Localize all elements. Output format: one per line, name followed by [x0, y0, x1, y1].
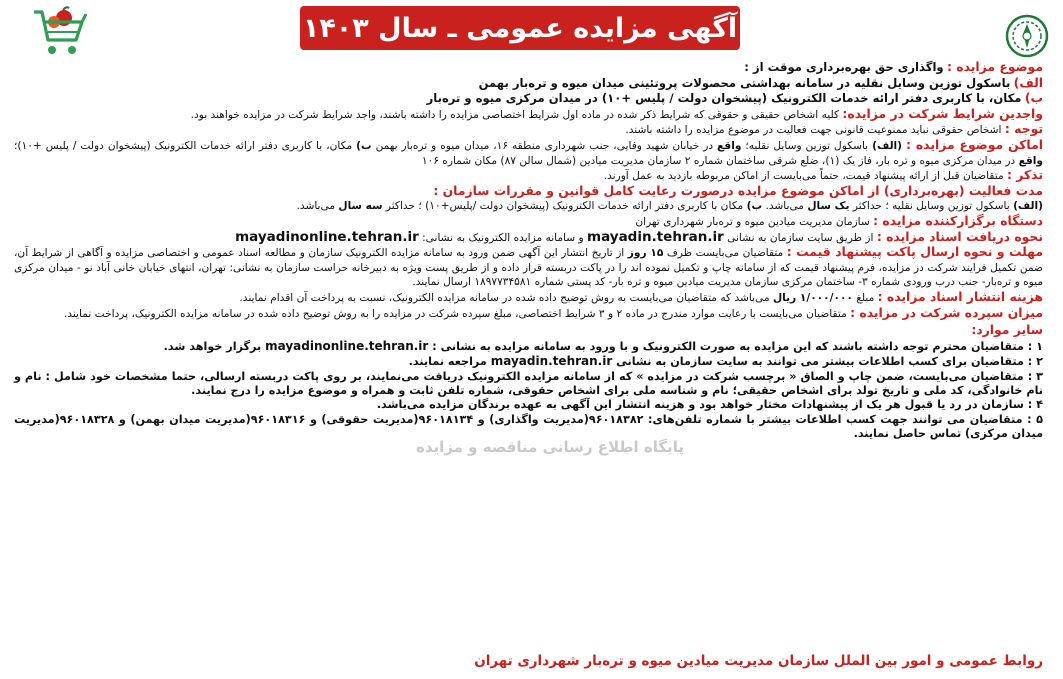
- duration-b-text: مکان با کاربری دفتر ارائه خدمات الکترونیک (پیشخوان دولت /پلیس+۱۰) ؛ حداکثر: [385, 200, 744, 213]
- organizer-section: [14, 214, 1043, 230]
- duration-a-text: باسکول توزین وسایل نقلیه ؛ حداکثر: [852, 200, 1010, 213]
- reminder-section: [14, 168, 1043, 184]
- duration-b-period: سه سال: [338, 200, 383, 213]
- locations-b-where: در میدان مرکزی میوه و تره بار، فاز یک (۱)، ضلع شرقی ساختمان شماره ۲ سازمان مدیریت میادین (شمال سالن ۸۷) مکان شماره ۱۰۶: [421, 154, 1016, 167]
- fee-section: [14, 290, 1043, 306]
- duration-label: مدت فعالیت (بهره‌برداری) از اماکن موضوع مزایده درصورت رعایت کامل قوانین و مقررات سازمان :: [433, 182, 1043, 198]
- note-label: توجه :: [1004, 121, 1043, 137]
- deposit-section: [14, 306, 1043, 322]
- item-a-label: الف): [1013, 74, 1043, 90]
- duration-b-tail: می‌باشد.: [296, 200, 336, 213]
- eligibility-section: [14, 107, 1043, 123]
- item-number: ۵ :: [1027, 412, 1043, 426]
- other-items-list: [14, 339, 1043, 442]
- page-title: آگهی مزایده عمومی ـ سال ۱۴۰۳: [300, 6, 740, 50]
- deadline-days: ۱۵ روز: [627, 247, 664, 260]
- list-item: [14, 339, 1043, 354]
- locations-b-where-label: واقع: [1018, 154, 1043, 167]
- eligibility-text: کلیه اشخاص حقیقی و حقوقی که شرایط ذکر شده در ماده اول شرایط اختصاصی مزایده را داشته باشند، واجد شرایط شرکت در مزایده خواهند بود.: [190, 108, 840, 121]
- item-a-text: باسکول توزین وسایل نقلیه در سامانه بهداشتی محصولات پروتئینی میدان میوه و تره‌بار بهمن: [478, 75, 1011, 90]
- municipality-emblem-icon: [1005, 14, 1049, 58]
- item-b-line: [14, 91, 1043, 107]
- list-item: [14, 354, 1043, 369]
- locations-a-where-label: واقع: [717, 139, 742, 152]
- eligibility-label: واجدین شرایط شرکت در مزایده:: [842, 105, 1043, 121]
- item-b-label: ب): [1024, 90, 1043, 106]
- footer-credit: روابط عمومی و امور بین الملل سازمان مدیریت میادین میوه و تره‌بار شهرداری تهران: [474, 653, 1043, 669]
- documents-label: نحوه دریافت اسناد مزایده :: [876, 228, 1043, 244]
- item-text-tail: مراجعه نمایند.: [408, 355, 487, 369]
- duration-a-period: یک سال: [807, 200, 850, 213]
- item-link[interactable]: mayadin.tehran.ir: [490, 354, 613, 369]
- other-section-heading: [14, 323, 1043, 339]
- deadline-text-2: از تاریخ انتشار این آگهی ضمن ورود به سامانه مزایده الکترونیک سازمان و مطالعه اسناد عمومی و اختصاصی مزایده و آگاهی از شرایط آن، ضمن تکمیل فرایند شرکت در مزایده، فرم پیشنهاد قیمت که از سامانه چاپ و تکمیل نموده اند را در پاکت دربسته قرار داده و از طریق پست ویژه به دبیرخانه حراست سازمان به نشانی: تهران، انتهای خیابان خانی آباد نو - میدان مرکزی میوه و تره‌بار- جنب درب ورودی شماره ۳- ساختمان مرکزی سازمان مدیریت میادین میوه و تره بار- کد پستی شماره ۱۸۹۷۷۳۴۵۸۱ ارسال نمایند.: [14, 247, 1043, 289]
- note-section: [14, 122, 1043, 138]
- watermark: پایگاه اطلاع رسانی مناقصه و مزایده: [416, 438, 684, 456]
- documents-text-1: از طریق سایت سازمان به نشانی: [727, 231, 874, 244]
- duration-section: [14, 184, 1043, 214]
- subject-label: موضوع مزایده :: [947, 59, 1043, 74]
- locations-a-label: (الف): [872, 139, 903, 152]
- fee-label: هزینه انتشار اسناد مزایده :: [877, 288, 1043, 304]
- shopping-cart-icon: [30, 6, 88, 62]
- item-text: متقاضیان می‌بایست، ضمن چاپ و الصاق « برچسب شرکت در مزایده » که از سامانه مزایده الکترونیک دریافت می‌نمایند، بر روی پاکت دربسته ارسالی، حتما مشخصات خود شامل : نام و نام خانوادگی، کد ملی و تاریخ تولد برای اشخاص حقیقی؛ نام و شناسه ملی برای اشخاص حقوقی، شماره تلفن ثابت و همراه و موضوع مزایده را درج نمایند.: [14, 369, 1043, 397]
- locations-label: اماکن موضوع مزایده :: [906, 136, 1043, 152]
- fee-text-2: می‌باشد که متقاضیان می‌بایست به روش توضیح داده شده در سامانه مزایده الکترونیک، نسبت به پرداخت آن اقدام نمایند.: [239, 291, 770, 304]
- item-number: ۱ :: [1027, 339, 1043, 353]
- item-link[interactable]: mayadinonline.tehran.ir: [265, 338, 429, 353]
- deposit-text: متقاضیان می‌بایست با رعایت موارد مندرج در ماده ۲ و ۳ شرایط اختصاصی، مبلغ سپرده شرکت در مزایده را به روش توضیح داده شده در سامانه مزایده الکترونیک، پرداخت نمایند.: [63, 307, 847, 320]
- fee-amount: ۱/۰۰۰/۰۰۰ ریال: [772, 291, 853, 304]
- subject-line: [14, 60, 1043, 76]
- item-text-tail: برگزار خواهد شد.: [163, 339, 262, 353]
- fee-text-1: مبلغ: [856, 291, 875, 304]
- other-label: سایر موارد:: [971, 322, 1043, 338]
- locations-b-label: ب): [356, 139, 372, 152]
- item-number: ۳ :: [1027, 369, 1043, 383]
- documents-text-2: و سامانه مزایده الکترونیک به نشانی:: [422, 231, 584, 244]
- item-text: متقاضیان می توانند جهت کسب اطلاعات بیشتر با شماره تلفن‌های: ۹۶۰۱۸۳۸۲(مدیریت واگذاری) و ۹۶۰۱۸۱۳۴(مدیریت حقوقی) و ۹۶۰۱۸۳۱۶(مدیریت میدان بهمن) و ۹۶۰۱۸۳۲۸(مدیریت میدان مرکزی) تماس حاصل نمایند.: [14, 412, 1043, 441]
- documents-section: [14, 230, 1043, 246]
- reminder-label: تذکر :: [1007, 167, 1043, 183]
- advertisement-body: [14, 60, 1043, 442]
- locations-section: [14, 138, 1043, 168]
- deadline-text-1: متقاضیان می‌بایست ظرف: [666, 247, 784, 260]
- item-text: متقاضیان برای کسب اطلاعات بیشتر می توانند به سایت سازمان به نشانی: [616, 355, 1024, 369]
- locations-b-text: مکان، با کاربری دفتر ارائه خدمات الکترونیک (پیشخوان دولت / پلیس +۱۰)؛: [14, 139, 353, 152]
- note-text: اشخاص حقوقی نباید ممنوعیت قانونی جهت فعالیت در موضوع مزایده را داشته باشند.: [625, 124, 1002, 137]
- item-text: سازمان در رد یا قبول هر یک از پیشنهادات مختار خواهد بود و هزینه انتشار این آگهی به عهده برندگان مزایده می‌باشد.: [376, 398, 1024, 412]
- deadline-label: مهلت و نحوه ارسال پاکت پیشنهاد قیمت :: [786, 244, 1043, 260]
- item-text: متقاضیان محترم توجه داشته باشند که این مزایده به صورت الکترونیک و با ورود به سامانه مزایده به نشانی :: [432, 339, 1024, 353]
- item-number: ۴ :: [1027, 398, 1043, 412]
- portal-link[interactable]: mayadinonline.tehran.ir: [235, 228, 419, 245]
- duration-b-label: ب): [746, 200, 763, 213]
- list-item: [14, 370, 1043, 399]
- item-b-text: مکان، با کاربری دفتر ارائه خدمات الکترونیک (پیشخوان دولت / پلیس +۱۰) در میدان مرکزی میوه و تره‌بار: [426, 91, 1022, 106]
- locations-a-text: باسکول توزین وسایل نقلیه؛: [745, 139, 869, 152]
- reminder-text: متقاضیان قبل از ارائه پیشنهاد قیمت، حتماً می‌بایست از اماکن مربوطه بازدید به عمل آورند.: [603, 170, 1004, 183]
- duration-a-label: (الف): [1013, 200, 1043, 213]
- organizer-label: دستگاه برگزارکننده مزایده :: [873, 212, 1043, 228]
- duration-a-tail: می‌باشد.: [765, 200, 804, 213]
- organizer-text: سازمان مدیریت میادین میوه و تره‌بار شهرداری تهران: [635, 215, 870, 228]
- subject-text: واگذاری حق بهره‌برداری موقت از :: [744, 60, 944, 74]
- list-item: [14, 398, 1043, 412]
- site-link[interactable]: mayadin.tehran.ir: [587, 228, 724, 245]
- deadline-section: [14, 245, 1043, 290]
- item-number: ۲ :: [1027, 355, 1043, 369]
- locations-a-where: در خیابان شهید وفایی، جنب شهرداری منطقه ۱۶، میدان میوه و تره‌بار بهمن: [375, 139, 714, 152]
- deposit-label: میزان سپرده شرکت در مزایده :: [850, 304, 1043, 320]
- item-a-line: [14, 76, 1043, 92]
